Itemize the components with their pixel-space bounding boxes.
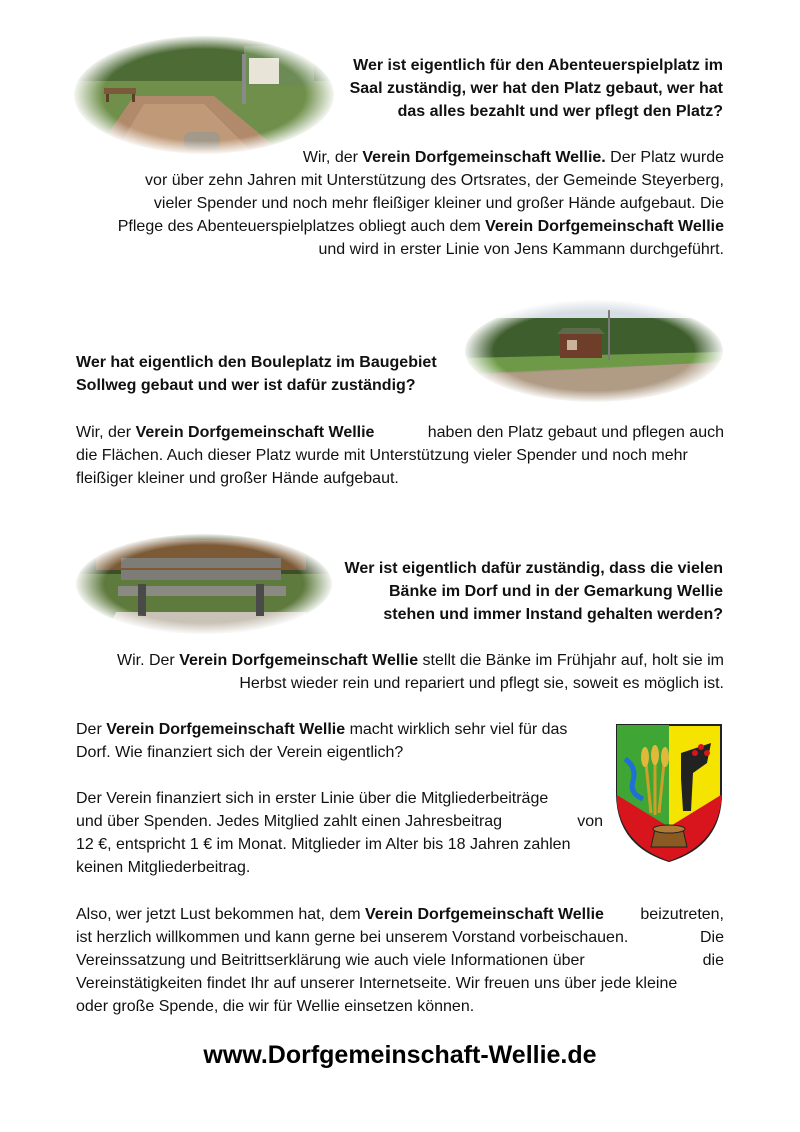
section3-heading: Wer ist eigentlich dafür zuständig, dass die vielen Bänke im Dorf und in der Gemarkung Wellie stehen und immer Instand gehalten werden? (344, 560, 723, 623)
section4-answer: Der Verein finanziert sich in erster Linie über die Mitgliederbeiträge und über Spenden. Jedes Mitglied zahlt einen Jahresbeitrag von 12 €, entspricht 1 € im Monat. Mitglieder im Alter bis 18 Jahren zahlen keinen Mitgliederbeitrag. (76, 790, 603, 876)
website-url[interactable]: www.Dorfgemeinschaft-Wellie.de (203, 1041, 597, 1069)
playground-photo (74, 36, 334, 154)
section1-body: Wir, der Verein Dorfgemeinschaft Wellie. Der Platz wurde vor über zehn Jahren mit Unterstützung des Ortsrates, der Gemeinde Steyerberg, vieler Spender und noch mehr fleißiger kleiner und großer Hände aufgebaut. Die Pflege des Abenteuerspielplatzes obliegt auch dem Verein Dorfgemeinschaft Wellie und wird in erster Linie von Jens Kammann durchgeführt. (117, 149, 724, 258)
section2-body: Wir, der Verein Dorfgemeinschaft Wellie haben den Platz gebaut und pflegen auch die Flächen. Auch dieser Platz wurde mit Unterstützung vieler Spender und noch mehr fleißiger kleiner und großer Hände aufgebaut. (76, 424, 724, 487)
wellie-coat-of-arms (615, 723, 723, 863)
section5-body: Also, wer jetzt Lust bekommen hat, dem Verein Dorfgemeinschaft Wellie beizutreten, ist herzlich willkommen und kann gerne bei unserem Vorstand vorbeischauen. Die Vereinssatzung und Beitrittserklärung wie auch viele Informationen über die Vereinstätigkeiten findet Ihr auf unserer Internetseite. Wir freuen uns über jede kleine oder große Spende, die wir für Wellie einsetzen können. (76, 906, 724, 1015)
section2-heading: Wer hat eigentlich den Bouleplatz im Baugebiet Sollweg gebaut und wer ist dafür zuständig? (76, 354, 437, 394)
section3-body: Wir. Der Verein Dorfgemeinschaft Wellie stellt die Bänke im Frühjahr auf, holt sie im Herbst wieder rein und repariert und pflegt sie, soweit es möglich ist. (116, 652, 724, 692)
boule-court-photo (465, 300, 723, 402)
section4-question: Der Verein Dorfgemeinschaft Wellie macht wirklich sehr viel für das Dorf. Wie finanziert sich der Verein eigentlich? (76, 721, 568, 761)
section1-heading: Wer ist eigentlich für den Abenteuerspielplatz im Saal zuständig, wer hat den Platz gebaut, wer hat das alles bezahlt und wer pflegt den Platz? (349, 57, 723, 120)
bench-photo (76, 534, 332, 634)
